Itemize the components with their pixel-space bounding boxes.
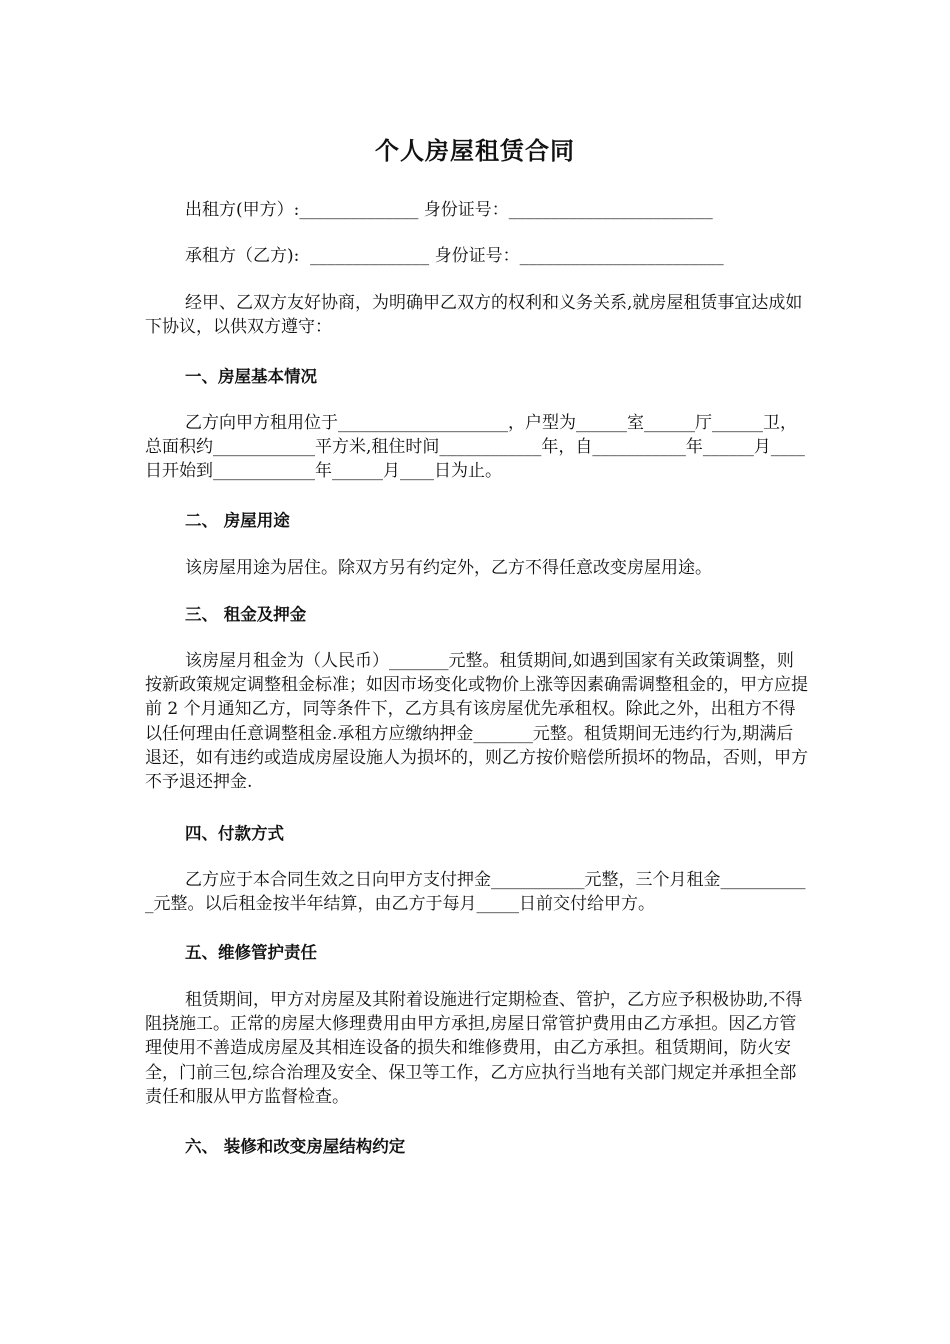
section-1-heading: 一、房屋基本情况 xyxy=(185,367,317,386)
lessor-line: 出租方(甲方）:______________ 身份证号：________________________ xyxy=(185,200,713,220)
intro-paragraph: 经甲、乙双方友好协商，为明确甲乙双方的权利和义务关系,就房屋租赁事宜达成如下协议，以供双方遵守： xyxy=(145,293,803,338)
section-5-heading: 五、维修管护责任 xyxy=(185,943,317,962)
section-3-body: 该房屋月租金为（人民币）_______元整。租赁期间,如遇到国家有关政策调整，则按新政策规定调整租金标准；如因市场变化或物价上涨等因素确需调整租金的，甲方应提前 2 个月通知乙方，同等条件下，乙方具有该房屋优先承租权。除此之外，出租方不得以任何理由任意调整租金.承租方应缴纳押金_______元整。租赁期间无违约行为,期满后退还，如有违约或造成房屋设施人为损坏的，则乙方按价赔偿所损坏的物品，否则，甲方不予退还押金. xyxy=(145,651,808,793)
section-4-body: 乙方应于本合同生效之日向甲方支付押金___________元整，三个月租金___________元整。以后租金按半年结算，由乙方于每月_____日前交付给甲方。 xyxy=(145,870,806,915)
section-1-body: 乙方向甲方租用位于____________________，户型为______室______厅______卫，总面积约____________平方米,租住时间____________年，自___________年______月____日开始到____________年______月____日为止。 xyxy=(145,413,805,482)
section-2-heading: 二、 房屋用途 xyxy=(185,511,290,530)
section-5-body: 租赁期间，甲方对房屋及其附着设施进行定期检查、管护，乙方应予积极协助,不得阻挠施工。正常的房屋大修理费用由甲方承担,房屋日常管护费用由乙方承担。因乙方管理使用不善造成房屋及其相连设备的损失和维修费用，由乙方承担。租赁期间，防火安全，门前三包,综合治理及安全、保卫等工作，乙方应执行当地有关部门规定并承担全部责任和服从甲方监督检查。 xyxy=(145,990,803,1107)
document-title: 个人房屋租赁合同 xyxy=(375,137,575,165)
section-6-heading: 六、 装修和改变房屋结构约定 xyxy=(185,1137,406,1156)
lessee-line: 承租方（乙方): ______________ 身份证号：________________________ xyxy=(185,246,724,266)
section-4-heading: 四、付款方式 xyxy=(185,824,284,843)
section-3-heading: 三、 租金及押金 xyxy=(185,605,307,624)
section-2-body: 该房屋用途为居住。除双方另有约定外，乙方不得任意改变房屋用途。 xyxy=(185,558,712,578)
